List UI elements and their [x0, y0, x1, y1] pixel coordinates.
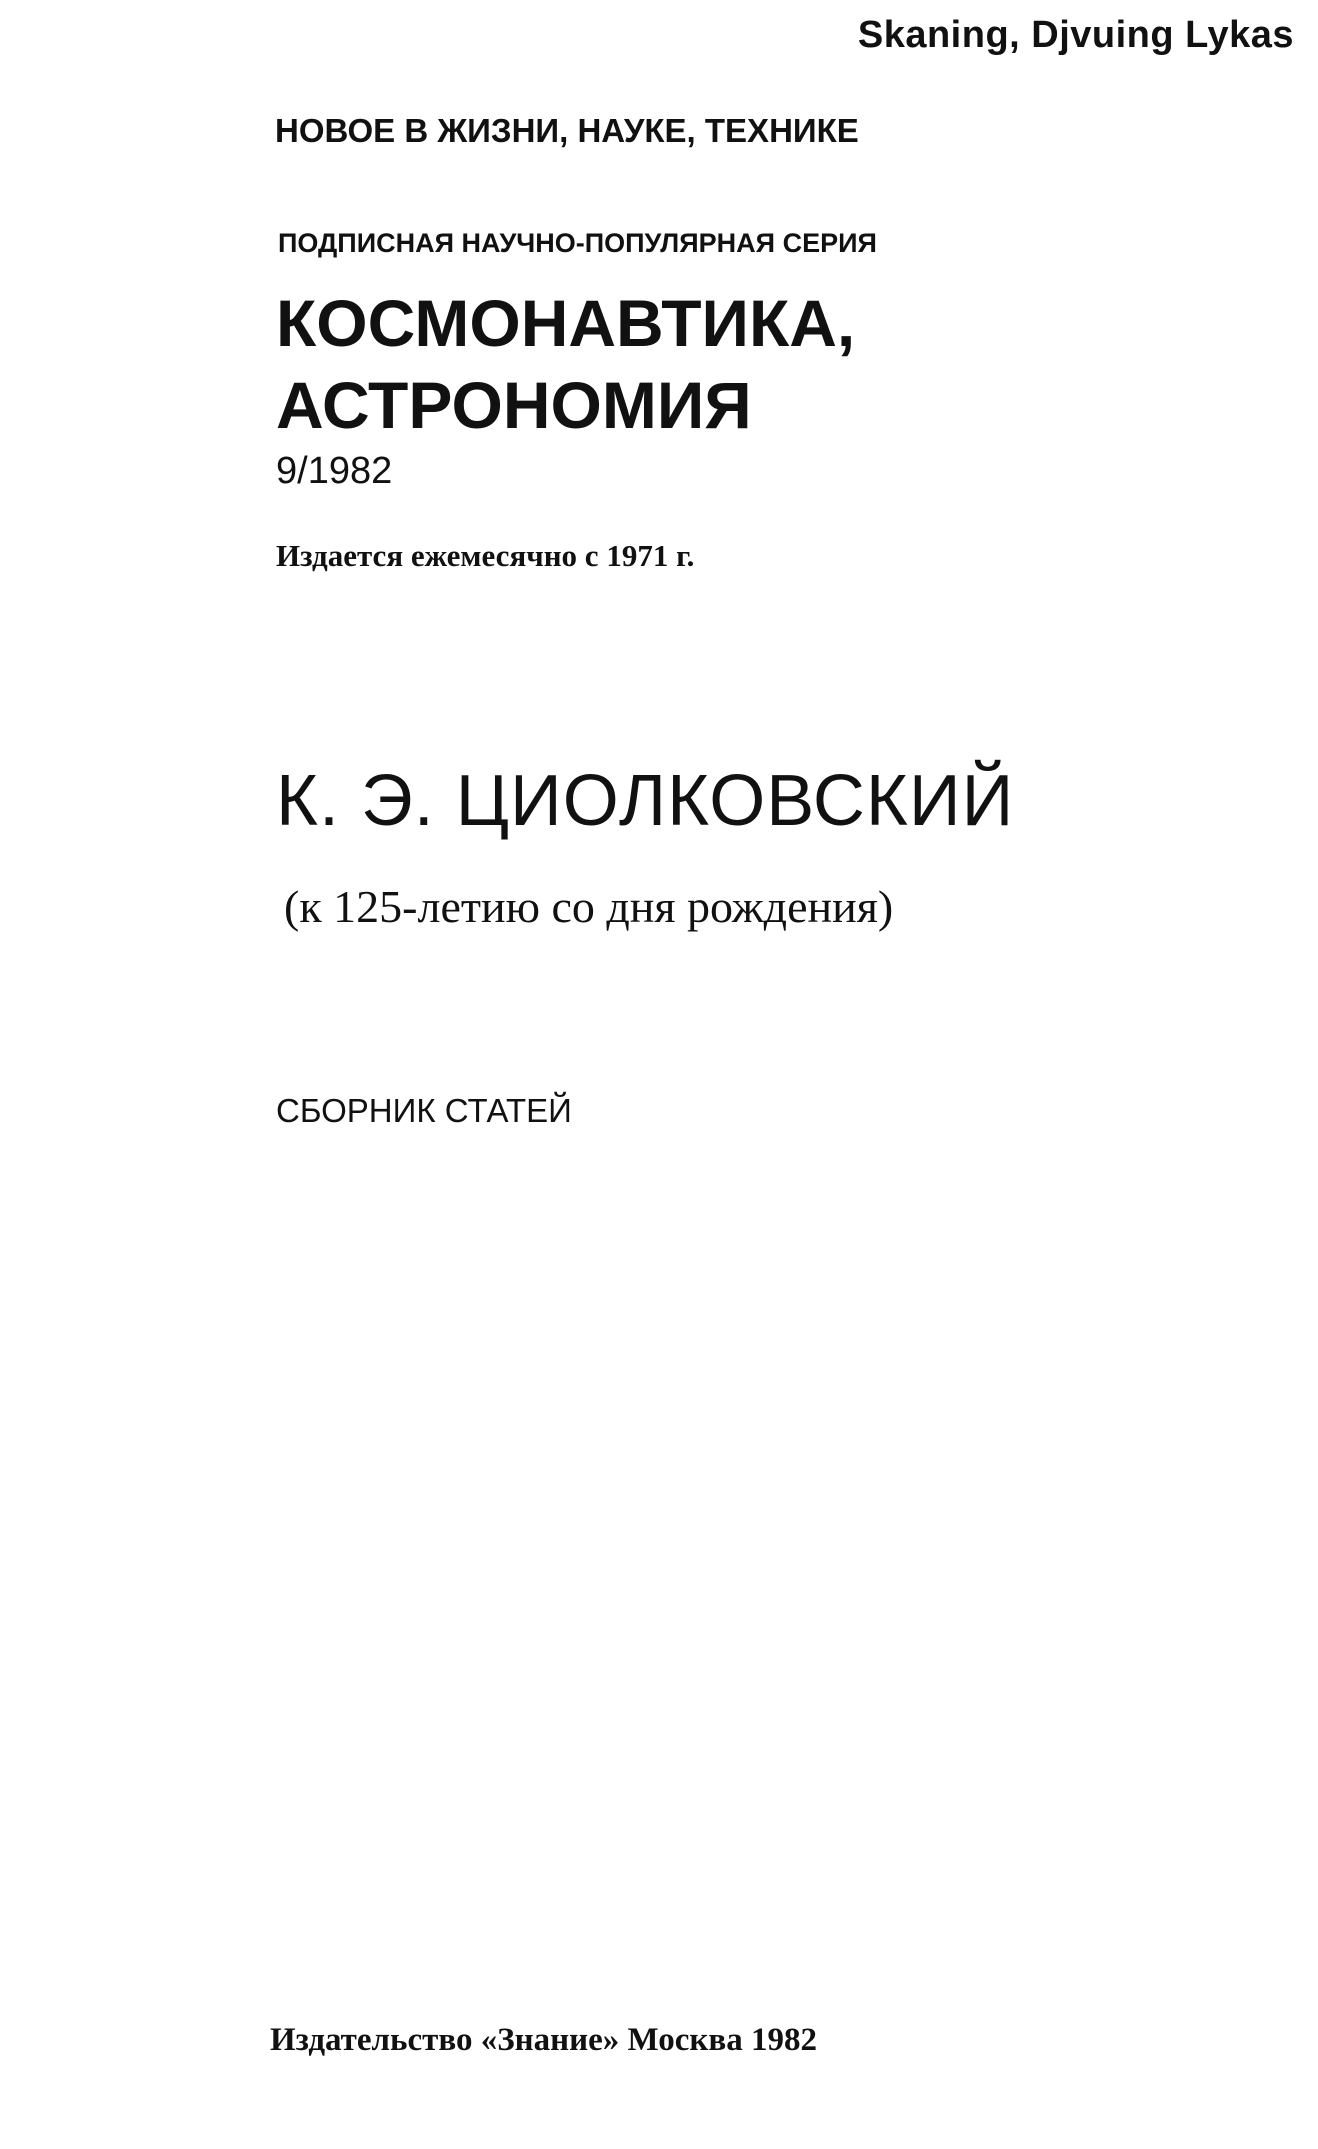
book-author: К. Э. ЦИОЛКОВСКИЙ	[276, 761, 1015, 841]
scanner-watermark: Skaning, Djvuing Lykas	[857, 14, 1294, 56]
book-occasion: (к 125-летию со дня рождения)	[284, 881, 894, 932]
subscription-series-line: ПОДПИСНАЯ НАУЧНО-ПОПУЛЯРНАЯ СЕРИЯ	[278, 228, 877, 258]
series-title-line-2: АСТРОНОМИЯ	[276, 368, 752, 442]
publisher-imprint: Издательство «Знание» Москва 1982	[270, 2022, 817, 2058]
series-title-line-1: КОСМОНАВТИКА,	[276, 286, 856, 360]
series-top-line: НОВОЕ В ЖИЗНИ, НАУКЕ, ТЕХНИКЕ	[275, 112, 859, 149]
series-title	[276, 282, 855, 446]
issue-number: 9/1982	[276, 450, 393, 492]
book-genre: СБОРНИК СТАТЕЙ	[276, 1092, 572, 1129]
publication-frequency: Издается ежемесячно с 1971 г.	[276, 538, 695, 573]
